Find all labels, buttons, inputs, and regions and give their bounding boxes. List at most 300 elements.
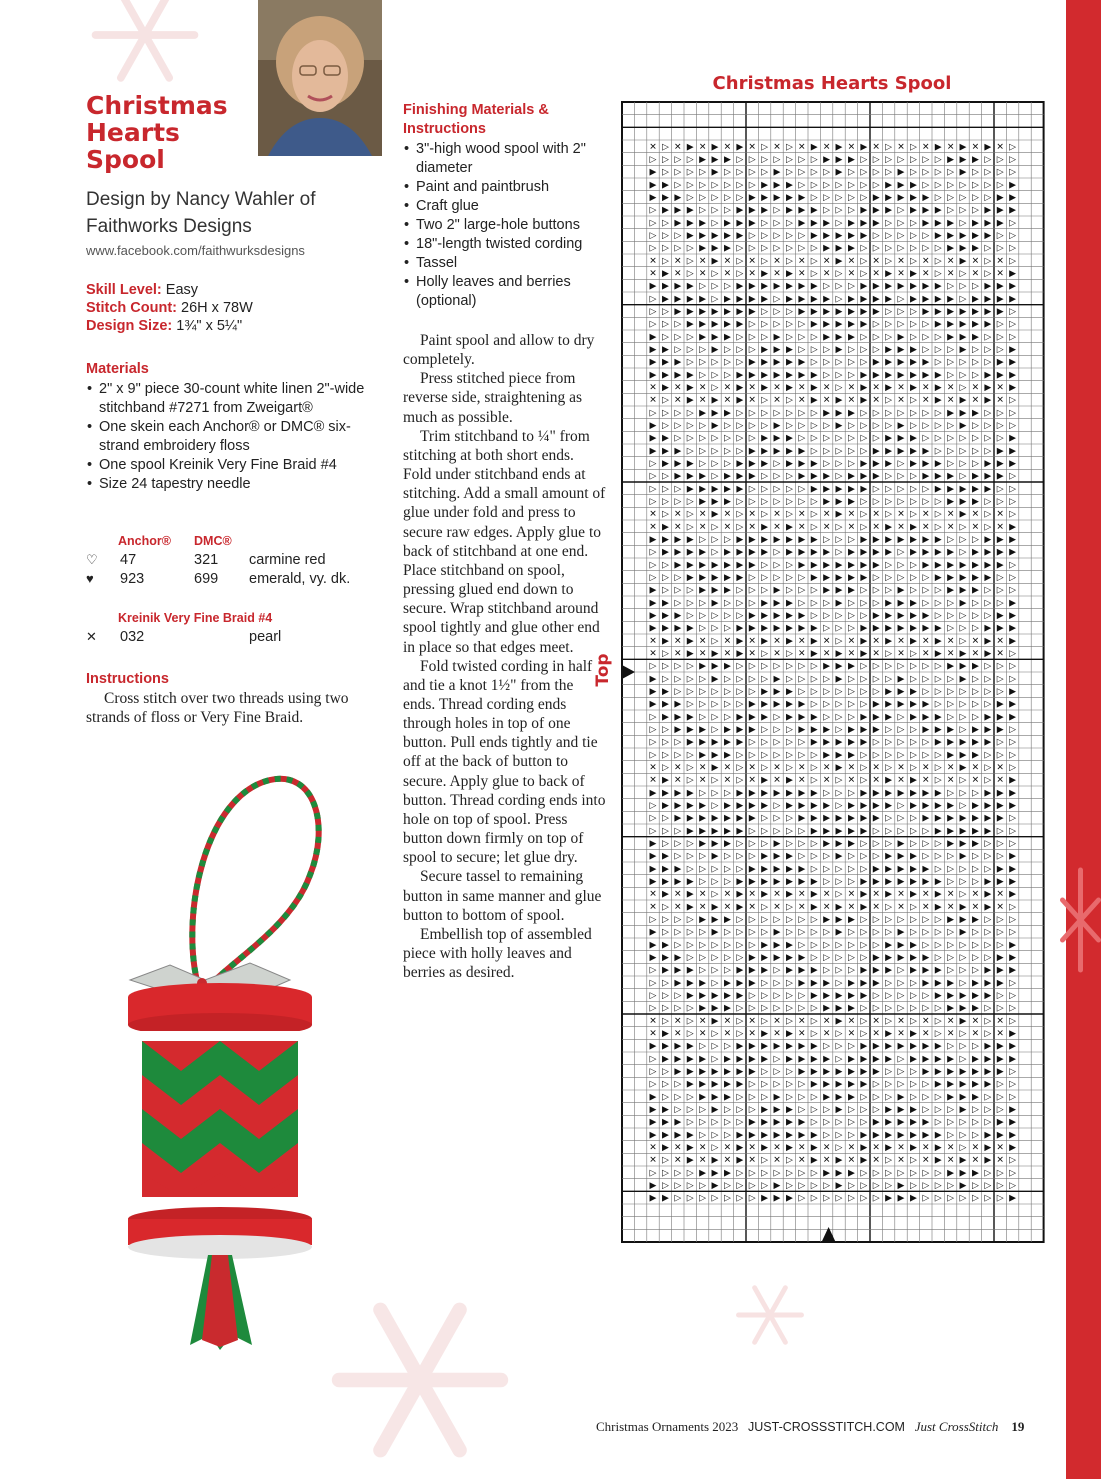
cross-icon: ✕ xyxy=(946,509,955,520)
heart-outline-icon: ▷ xyxy=(661,1079,669,1090)
heart-filled-icon: ▶ xyxy=(947,991,955,1001)
heart-outline-icon: ▷ xyxy=(996,737,1004,748)
design-size-label: Design Size: xyxy=(86,318,173,334)
heart-outline-icon: ▷ xyxy=(723,965,731,976)
heart-outline-icon: ▷ xyxy=(959,1054,967,1065)
heart-filled-icon: ▶ xyxy=(847,750,855,761)
heart-filled-icon: ▶ xyxy=(723,155,731,165)
heart-outline-icon: ▷ xyxy=(835,725,843,735)
heart-outline-icon: ▷ xyxy=(872,927,880,938)
heart-outline-icon: ▷ xyxy=(761,1155,769,1166)
heart-filled-icon: ▶ xyxy=(711,408,719,419)
cross-icon: ✕ xyxy=(847,256,856,267)
site-url[interactable]: JUST-CROSSSTITCH.COM xyxy=(748,1420,905,1434)
cross-icon: ✕ xyxy=(872,256,880,267)
heart-outline-icon: ▷ xyxy=(686,1029,694,1039)
heart-outline-icon: ▷ xyxy=(947,953,955,963)
heart-outline-icon: ▷ xyxy=(761,319,769,330)
heart-outline-icon: ▷ xyxy=(1009,560,1017,571)
cross-icon: ✕ xyxy=(698,522,707,533)
heart-outline-icon: ▷ xyxy=(885,839,893,849)
heart-outline-icon: ▷ xyxy=(971,459,979,469)
heart-outline-icon: ▷ xyxy=(847,953,855,963)
heart-outline-icon: ▷ xyxy=(736,269,744,279)
heart-filled-icon: ▶ xyxy=(785,598,793,609)
heart-outline-icon: ▷ xyxy=(748,1168,756,1179)
heart-outline-icon: ▷ xyxy=(922,231,930,241)
heart-outline-icon: ▷ xyxy=(661,142,669,153)
heart-outline-icon: ▷ xyxy=(922,1079,930,1090)
heart-filled-icon: ▶ xyxy=(996,788,1004,799)
heart-filled-icon: ▶ xyxy=(922,307,930,317)
heart-filled-icon: ▶ xyxy=(736,484,744,495)
heart-outline-icon: ▷ xyxy=(835,889,843,900)
cross-icon: ✕ xyxy=(822,1016,831,1027)
heart-filled-icon: ▶ xyxy=(897,839,905,849)
heart-outline-icon: ▷ xyxy=(959,687,967,697)
heart-outline-icon: ▷ xyxy=(823,940,831,951)
heart-outline-icon: ▷ xyxy=(773,737,781,748)
heart-filled-icon: ▶ xyxy=(785,864,793,875)
heart-filled-icon: ▶ xyxy=(872,1117,880,1128)
heart-outline-icon: ▷ xyxy=(798,750,806,761)
cross-icon: ✕ xyxy=(748,256,756,267)
heart-filled-icon: ▶ xyxy=(661,1054,669,1065)
heart-filled-icon: ▶ xyxy=(748,788,756,799)
cross-icon: ✕ xyxy=(748,142,756,153)
cross-icon: ✕ xyxy=(698,256,707,267)
heart-outline-icon: ▷ xyxy=(661,421,669,431)
heart-outline-icon: ▷ xyxy=(736,155,744,165)
heart-filled-icon: ▶ xyxy=(699,155,707,165)
heart-outline-icon: ▷ xyxy=(1009,649,1017,659)
heart-outline-icon: ▷ xyxy=(823,180,831,191)
heart-filled-icon: ▶ xyxy=(723,813,731,824)
heart-filled-icon: ▶ xyxy=(909,205,917,216)
heart-outline-icon: ▷ xyxy=(897,978,905,989)
heart-filled-icon: ▶ xyxy=(959,1155,967,1166)
cross-icon: ✕ xyxy=(748,522,756,533)
heart-outline-icon: ▷ xyxy=(736,421,744,431)
cross-icon: ✕ xyxy=(996,256,1004,267)
heart-filled-icon: ▶ xyxy=(922,788,930,799)
heart-filled-icon: ▶ xyxy=(761,1193,769,1204)
heart-filled-icon: ▶ xyxy=(810,573,818,583)
heart-outline-icon: ▷ xyxy=(748,750,756,761)
heart-filled-icon: ▶ xyxy=(847,484,855,495)
heart-filled-icon: ▶ xyxy=(897,953,905,963)
heart-filled-icon: ▶ xyxy=(996,547,1004,558)
heart-filled-icon: ▶ xyxy=(785,965,793,976)
heart-filled-icon: ▶ xyxy=(686,788,694,799)
heart-filled-icon: ▶ xyxy=(872,1054,880,1065)
heart-filled-icon: ▶ xyxy=(922,623,930,634)
heart-outline-icon: ▷ xyxy=(736,509,744,520)
heart-filled-icon: ▶ xyxy=(996,877,1004,887)
cross-icon: ✕ xyxy=(996,889,1004,900)
heart-outline-icon: ▷ xyxy=(661,332,669,343)
heart-outline-icon: ▷ xyxy=(810,446,818,457)
heart-outline-icon: ▷ xyxy=(823,1193,831,1204)
heart-outline-icon: ▷ xyxy=(922,661,930,672)
heart-filled-icon: ▶ xyxy=(798,877,806,887)
heart-filled-icon: ▶ xyxy=(847,471,855,482)
heart-filled-icon: ▶ xyxy=(736,1041,744,1052)
heart-filled-icon: ▶ xyxy=(959,332,967,343)
cross-icon: ✕ xyxy=(773,522,781,533)
heart-outline-icon: ▷ xyxy=(897,1067,905,1077)
heart-filled-icon: ▶ xyxy=(835,1079,843,1090)
heart-outline-icon: ▷ xyxy=(785,1079,793,1090)
heart-filled-icon: ▶ xyxy=(860,712,868,723)
heart-outline-icon: ▷ xyxy=(909,471,917,482)
heart-filled-icon: ▶ xyxy=(773,585,781,596)
heart-filled-icon: ▶ xyxy=(922,864,930,875)
heart-outline-icon: ▷ xyxy=(885,332,893,343)
heart-outline-icon: ▷ xyxy=(674,940,682,951)
heart-outline-icon: ▷ xyxy=(761,1003,769,1014)
heart-outline-icon: ▷ xyxy=(785,509,793,520)
heart-outline-icon: ▷ xyxy=(748,167,756,178)
heart-filled-icon: ▶ xyxy=(761,1130,769,1141)
heart-filled-icon: ▶ xyxy=(785,611,793,621)
heart-filled-icon: ▶ xyxy=(835,167,843,178)
heart-filled-icon: ▶ xyxy=(649,433,657,444)
heart-outline-icon: ▷ xyxy=(860,155,868,165)
heart-outline-icon: ▷ xyxy=(1009,1092,1017,1103)
heart-filled-icon: ▶ xyxy=(810,484,818,495)
heart-outline-icon: ▷ xyxy=(736,1117,744,1128)
heart-outline-icon: ▷ xyxy=(847,1105,855,1115)
heart-outline-icon: ▷ xyxy=(1009,332,1017,343)
heart-outline-icon: ▷ xyxy=(959,788,967,799)
heart-filled-icon: ▶ xyxy=(885,1117,893,1128)
heart-outline-icon: ▷ xyxy=(934,915,942,925)
heart-filled-icon: ▶ xyxy=(823,661,831,672)
heart-filled-icon: ▶ xyxy=(1009,281,1017,292)
heart-outline-icon: ▷ xyxy=(959,611,967,621)
heart-outline-icon: ▷ xyxy=(798,1193,806,1204)
heart-filled-icon: ▶ xyxy=(661,1130,669,1141)
heart-filled-icon: ▶ xyxy=(761,446,769,457)
heart-filled-icon: ▶ xyxy=(947,231,955,241)
heart-filled-icon: ▶ xyxy=(798,864,806,875)
heart-outline-icon: ▷ xyxy=(1009,167,1017,178)
cross-icon: ✕ xyxy=(946,636,955,647)
heart-outline-icon: ▷ xyxy=(823,788,831,799)
heart-outline-icon: ▷ xyxy=(723,535,731,545)
heart-outline-icon: ▷ xyxy=(823,1181,831,1191)
heart-filled-icon: ▶ xyxy=(810,1041,818,1052)
heart-filled-icon: ▶ xyxy=(885,1193,893,1204)
heart-filled-icon: ▶ xyxy=(773,446,781,457)
cross-icon: ✕ xyxy=(822,889,831,900)
heart-filled-icon: ▶ xyxy=(909,294,917,305)
heart-filled-icon: ▶ xyxy=(1009,522,1017,533)
cross-icon: ✕ xyxy=(723,395,732,406)
kreinik-code: 032 xyxy=(120,629,145,645)
heart-outline-icon: ▷ xyxy=(736,332,744,343)
heart-filled-icon: ▶ xyxy=(661,345,669,355)
heart-outline-icon: ▷ xyxy=(649,307,657,317)
heart-filled-icon: ▶ xyxy=(959,750,967,761)
cross-icon: ✕ xyxy=(847,395,856,406)
heart-outline-icon: ▷ xyxy=(897,750,905,761)
heart-outline-icon: ▷ xyxy=(860,864,868,875)
heart-filled-icon: ▶ xyxy=(823,750,831,761)
heart-outline-icon: ▷ xyxy=(959,281,967,292)
heart-filled-icon: ▶ xyxy=(947,307,955,317)
heart-outline-icon: ▷ xyxy=(761,307,769,317)
heart-filled-icon: ▶ xyxy=(686,281,694,292)
heart-filled-icon: ▶ xyxy=(959,1003,967,1014)
heart-outline-icon: ▷ xyxy=(860,927,868,938)
heart-filled-icon: ▶ xyxy=(798,1054,806,1065)
heart-outline-icon: ▷ xyxy=(798,585,806,596)
heart-outline-icon: ▷ xyxy=(835,535,843,545)
heart-filled-icon: ▶ xyxy=(971,155,979,165)
heart-filled-icon: ▶ xyxy=(699,307,707,317)
heart-outline-icon: ▷ xyxy=(847,674,855,685)
heart-filled-icon: ▶ xyxy=(748,535,756,545)
heart-filled-icon: ▶ xyxy=(847,547,855,558)
heart-filled-icon: ▶ xyxy=(723,750,731,761)
heart-filled-icon: ▶ xyxy=(922,877,930,887)
heart-filled-icon: ▶ xyxy=(984,484,992,495)
heart-filled-icon: ▶ xyxy=(773,281,781,292)
heart-outline-icon: ▷ xyxy=(823,623,831,634)
heart-filled-icon: ▶ xyxy=(711,813,719,824)
heart-filled-icon: ▶ xyxy=(934,205,942,216)
heart-filled-icon: ▶ xyxy=(860,281,868,292)
heart-filled-icon: ▶ xyxy=(736,649,744,659)
heart-outline-icon: ▷ xyxy=(785,421,793,431)
heart-filled-icon: ▶ xyxy=(823,978,831,989)
heart-outline-icon: ▷ xyxy=(959,712,967,723)
heart-outline-icon: ▷ xyxy=(847,712,855,723)
heart-filled-icon: ▶ xyxy=(934,281,942,292)
heart-outline-icon: ▷ xyxy=(959,535,967,545)
heart-filled-icon: ▶ xyxy=(773,535,781,545)
heart-filled-icon: ▶ xyxy=(897,332,905,343)
heart-outline-icon: ▷ xyxy=(810,763,818,773)
heart-outline-icon: ▷ xyxy=(674,750,682,761)
cross-icon: ✕ xyxy=(798,269,806,279)
heart-filled-icon: ▶ xyxy=(984,294,992,305)
heart-outline-icon: ▷ xyxy=(711,965,719,976)
heart-outline-icon: ▷ xyxy=(699,674,707,685)
heart-filled-icon: ▶ xyxy=(785,345,793,355)
heart-outline-icon: ▷ xyxy=(984,446,992,457)
heart-filled-icon: ▶ xyxy=(872,877,880,887)
heart-outline-icon: ▷ xyxy=(798,598,806,609)
heart-outline-icon: ▷ xyxy=(897,497,905,507)
heart-outline-icon: ▷ xyxy=(785,915,793,925)
heart-filled-icon: ▶ xyxy=(810,877,818,887)
heart-filled-icon: ▶ xyxy=(785,801,793,811)
heart-filled-icon: ▶ xyxy=(847,307,855,317)
heart-outline-icon: ▷ xyxy=(1009,737,1017,748)
cross-icon: ✕ xyxy=(748,1143,756,1153)
heart-filled-icon: ▶ xyxy=(661,801,669,811)
heart-outline-icon: ▷ xyxy=(649,915,657,925)
cross-icon: ✕ xyxy=(922,1029,930,1039)
heart-filled-icon: ▶ xyxy=(996,446,1004,457)
heart-filled-icon: ▶ xyxy=(847,332,855,343)
heart-outline-icon: ▷ xyxy=(723,623,731,634)
heart-outline-icon: ▷ xyxy=(835,281,843,292)
heart-filled-icon: ▶ xyxy=(996,1041,1004,1052)
heart-outline-icon: ▷ xyxy=(996,1168,1004,1179)
heart-outline-icon: ▷ xyxy=(748,332,756,343)
heart-filled-icon: ▶ xyxy=(934,383,942,393)
heart-outline-icon: ▷ xyxy=(723,357,731,368)
heart-outline-icon: ▷ xyxy=(699,623,707,634)
heart-filled-icon: ▶ xyxy=(798,547,806,558)
heart-outline-icon: ▷ xyxy=(661,484,669,495)
heart-outline-icon: ▷ xyxy=(996,674,1004,685)
heart-filled-icon: ▶ xyxy=(736,826,744,837)
heart-outline-icon: ▷ xyxy=(971,687,979,697)
heart-filled-icon: ▶ xyxy=(872,471,880,482)
heart-filled-icon: ▶ xyxy=(922,193,930,203)
heart-filled-icon: ▶ xyxy=(897,180,905,191)
heart-filled-icon: ▶ xyxy=(947,1054,955,1065)
heart-outline-icon: ▷ xyxy=(711,269,719,279)
heart-outline-icon: ▷ xyxy=(872,661,880,672)
heart-filled-icon: ▶ xyxy=(922,978,930,989)
heart-filled-icon: ▶ xyxy=(810,902,818,913)
heart-outline-icon: ▷ xyxy=(959,725,967,735)
heart-outline-icon: ▷ xyxy=(810,915,818,925)
heart-outline-icon: ▷ xyxy=(686,585,694,596)
heart-outline-icon: ▷ xyxy=(711,636,719,647)
heart-outline-icon: ▷ xyxy=(674,737,682,748)
top-label: Top xyxy=(593,653,613,687)
heart-filled-icon: ▶ xyxy=(1009,687,1017,697)
heart-outline-icon: ▷ xyxy=(885,218,893,229)
heart-filled-icon: ▶ xyxy=(909,851,917,862)
heart-filled-icon: ▶ xyxy=(736,623,744,634)
heart-filled-icon: ▶ xyxy=(934,218,942,229)
heart-outline-icon: ▷ xyxy=(897,459,905,469)
cross-icon: ✕ xyxy=(723,256,732,267)
cross-icon: ✕ xyxy=(996,1155,1004,1166)
heart-outline-icon: ▷ xyxy=(984,243,992,254)
cross-icon: ✕ xyxy=(822,763,831,773)
heart-filled-icon: ▶ xyxy=(723,991,731,1001)
heart-filled-icon: ▶ xyxy=(649,788,657,799)
heart-outline-icon: ▷ xyxy=(860,421,868,431)
heart-outline-icon: ▷ xyxy=(686,750,694,761)
heart-outline-icon: ▷ xyxy=(649,408,657,419)
heart-outline-icon: ▷ xyxy=(1009,395,1017,406)
heart-filled-icon: ▶ xyxy=(823,1003,831,1014)
heart-outline-icon: ▷ xyxy=(761,649,769,659)
heart-outline-icon: ▷ xyxy=(1009,307,1017,317)
heart-outline-icon: ▷ xyxy=(798,1079,806,1090)
heart-outline-icon: ▷ xyxy=(835,636,843,647)
heart-filled-icon: ▶ xyxy=(947,573,955,583)
heart-filled-icon: ▶ xyxy=(773,623,781,634)
heart-filled-icon: ▶ xyxy=(1009,269,1017,279)
heart-filled-icon: ▶ xyxy=(860,370,868,381)
heart-outline-icon: ▷ xyxy=(922,927,930,938)
heart-filled-icon: ▶ xyxy=(959,243,967,254)
heart-filled-icon: ▶ xyxy=(699,294,707,305)
heart-filled-icon: ▶ xyxy=(649,927,657,938)
heart-outline-icon: ▷ xyxy=(686,509,694,520)
designer-url[interactable]: www.facebook.com/faithwurksdesigns xyxy=(86,243,305,258)
heart-filled-icon: ▶ xyxy=(996,611,1004,621)
heart-filled-icon: ▶ xyxy=(798,699,806,710)
heart-outline-icon: ▷ xyxy=(736,433,744,444)
heart-filled-icon: ▶ xyxy=(934,649,942,659)
heart-filled-icon: ▶ xyxy=(847,243,855,254)
cross-icon: ✕ xyxy=(897,775,905,786)
heart-outline-icon: ▷ xyxy=(748,991,756,1001)
heart-filled-icon: ▶ xyxy=(959,1079,967,1090)
heart-filled-icon: ▶ xyxy=(649,1181,657,1191)
heart-outline-icon: ▷ xyxy=(971,205,979,216)
heart-outline-icon: ▷ xyxy=(909,649,917,659)
heart-filled-icon: ▶ xyxy=(686,573,694,583)
heart-filled-icon: ▶ xyxy=(934,965,942,976)
heart-filled-icon: ▶ xyxy=(909,383,917,393)
heart-filled-icon: ▶ xyxy=(699,585,707,596)
heart-outline-icon: ▷ xyxy=(761,231,769,241)
heart-outline-icon: ▷ xyxy=(798,915,806,925)
cross-icon: ✕ xyxy=(872,889,880,900)
heart-outline-icon: ▷ xyxy=(1009,725,1017,735)
cross-icon: ✕ xyxy=(773,775,781,786)
heart-outline-icon: ▷ xyxy=(847,927,855,938)
heart-filled-icon: ▶ xyxy=(723,801,731,811)
heart-filled-icon: ▶ xyxy=(661,611,669,621)
heart-filled-icon: ▶ xyxy=(959,573,967,583)
heart-outline-icon: ▷ xyxy=(897,560,905,571)
heart-outline-icon: ▷ xyxy=(823,598,831,609)
heart-outline-icon: ▷ xyxy=(661,1003,669,1014)
heart-filled-icon: ▶ xyxy=(711,991,719,1001)
heart-outline-icon: ▷ xyxy=(947,459,955,469)
heart-outline-icon: ▷ xyxy=(823,421,831,431)
heart-filled-icon: ▶ xyxy=(1009,775,1017,786)
heart-filled-icon: ▶ xyxy=(761,598,769,609)
list-item: • One spool Kreinik Very Fine Braid #4 xyxy=(86,456,386,475)
heart-filled-icon: ▶ xyxy=(810,395,818,406)
heart-filled-icon: ▶ xyxy=(984,395,992,406)
heart-outline-icon: ▷ xyxy=(959,1130,967,1141)
cross-icon: ✕ xyxy=(872,395,880,406)
heart-filled-icon: ▶ xyxy=(674,864,682,875)
heart-outline-icon: ▷ xyxy=(897,1054,905,1065)
heart-outline-icon: ▷ xyxy=(649,573,657,583)
heart-outline-icon: ▷ xyxy=(885,1181,893,1191)
heart-outline-icon: ▷ xyxy=(699,345,707,355)
cross-icon: ✕ xyxy=(649,763,657,773)
heart-filled-icon: ▶ xyxy=(909,1029,917,1039)
heart-outline-icon: ▷ xyxy=(773,1003,781,1014)
heart-filled-icon: ▶ xyxy=(785,687,793,697)
heart-filled-icon: ▶ xyxy=(661,851,669,862)
heart-filled-icon: ▶ xyxy=(686,1067,694,1077)
heart-outline-icon: ▷ xyxy=(785,1168,793,1179)
heart-outline-icon: ▷ xyxy=(674,155,682,165)
heart-filled-icon: ▶ xyxy=(847,218,855,229)
heart-outline-icon: ▷ xyxy=(723,193,731,203)
cross-icon: ✕ xyxy=(649,1155,657,1166)
